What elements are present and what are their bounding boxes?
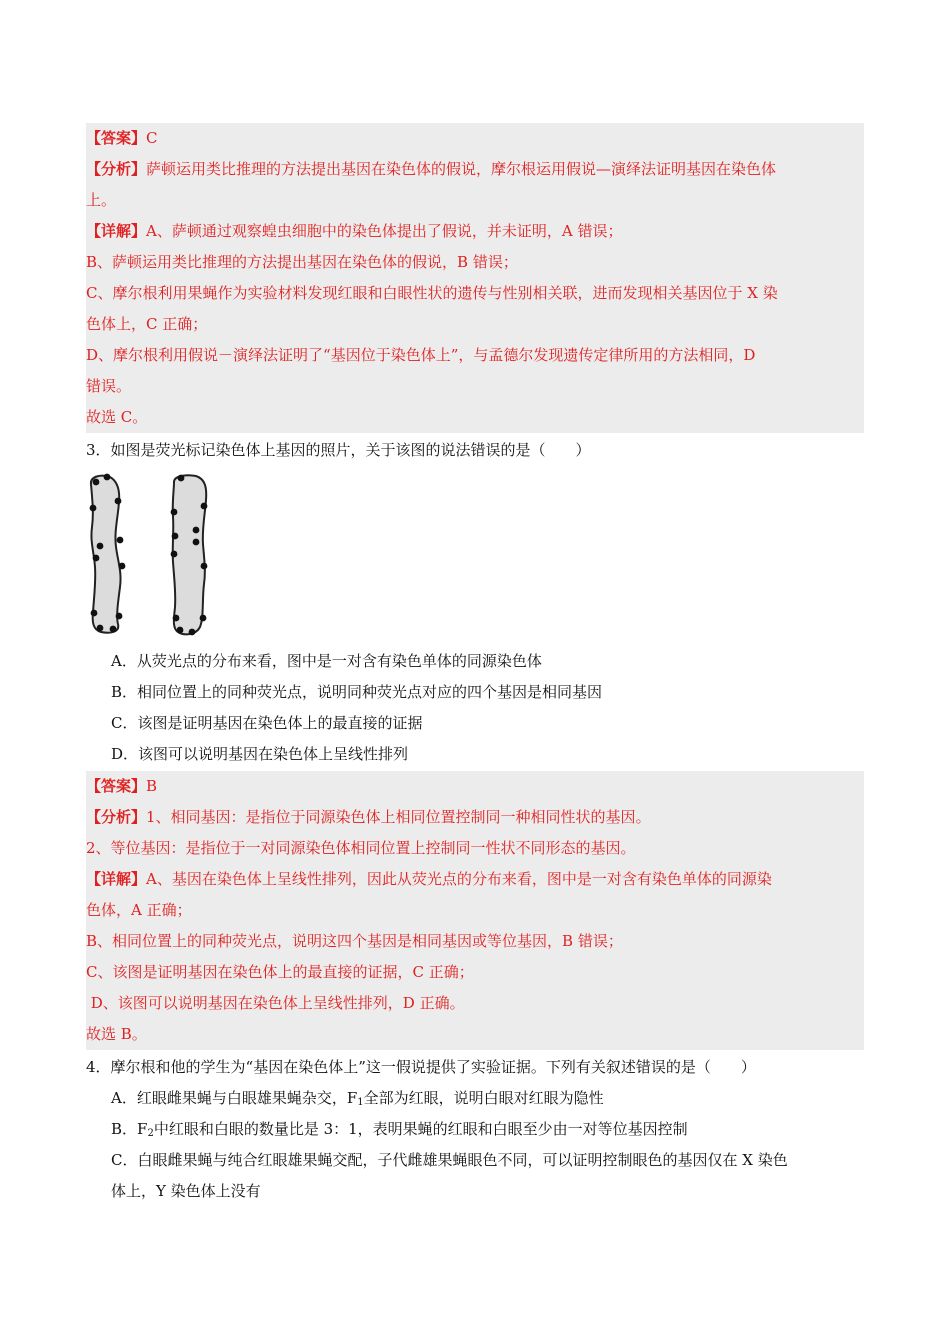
detail-line bbox=[86, 926, 864, 957]
q3-answer-block bbox=[86, 771, 864, 1050]
analysis-line bbox=[86, 833, 864, 864]
fluorescent-dot bbox=[173, 615, 180, 622]
detail-tag: 【详解】 bbox=[86, 222, 147, 240]
chromosome-right bbox=[173, 475, 207, 634]
fluorescent-dot bbox=[171, 551, 178, 558]
q3-question bbox=[86, 435, 864, 466]
fluorescent-dot bbox=[91, 610, 98, 617]
chromosome-pair-figure bbox=[86, 472, 216, 640]
detail-text: C、该图是证明基因在染色体上的最直接的证据，C 正确； bbox=[86, 963, 474, 981]
q2-answer-block bbox=[86, 123, 864, 433]
fluorescent-dot bbox=[93, 479, 100, 486]
answer-tag: 【答案】 bbox=[86, 777, 147, 795]
answer-value: C bbox=[146, 129, 158, 147]
answer-value: B bbox=[146, 777, 158, 795]
answer-tag: 【答案】 bbox=[86, 129, 147, 147]
answer-line bbox=[86, 771, 864, 802]
detail-line bbox=[86, 309, 864, 340]
detail-line bbox=[86, 895, 864, 926]
fluorescent-dot bbox=[116, 613, 123, 620]
detail-line bbox=[86, 247, 864, 278]
fluorescent-dot bbox=[90, 505, 97, 512]
option-b[interactable] bbox=[86, 1114, 864, 1145]
detail-text: B、萨顿运用类比推理的方法提出基因在染色体的假说，B 错误； bbox=[86, 253, 518, 271]
detail-text: 色体上，C 正确； bbox=[86, 315, 208, 333]
fluorescent-dot bbox=[172, 533, 179, 540]
detail-line bbox=[86, 340, 864, 371]
option-text: A．红眼雌果蝇与白眼雄果蝇杂交，F bbox=[111, 1089, 358, 1107]
detail-line bbox=[86, 216, 864, 247]
conclusion-line: 故选 C。 bbox=[86, 408, 148, 426]
option-b[interactable]: B．相同位置上的同种荧光点，说明同种荧光点对应的四个基因是相同基因 bbox=[111, 683, 603, 701]
fluorescent-dot bbox=[110, 626, 117, 633]
detail-text: C、摩尔根利用果蝇作为实验材料发现红眼和白眼性状的遗传与性别相关联，进而发现相关基因位于 X 染 bbox=[86, 284, 778, 302]
option-c-continued: 体上，Y 染色体上没有 bbox=[111, 1182, 261, 1200]
analysis-line bbox=[86, 185, 864, 216]
fluorescent-dot bbox=[178, 475, 185, 482]
analysis-text: 萨顿运用类比推理的方法提出基因在染色体的假说，摩尔根运用假说—演绎法证明基因在染色体 bbox=[146, 160, 777, 178]
analysis-text: 1、相同基因：是指位于同源染色体上相同位置控制同一种相同性状的基因。 bbox=[146, 808, 651, 826]
detail-text: B、相同位置上的同种荧光点，说明这四个基因是相同基因或等位基因，B 错误； bbox=[86, 932, 623, 950]
option-c[interactable]: C．该图是证明基因在染色体上的最直接的证据 bbox=[111, 714, 423, 732]
analysis-line bbox=[86, 802, 864, 833]
fluorescent-dot bbox=[119, 563, 126, 570]
detail-line bbox=[86, 371, 864, 402]
option-c[interactable]: C．白眼雌果蝇与纯合红眼雄果蝇交配，子代雌雄果蝇眼色不同，可以证明控制眼色的基因仅在 X 染色 bbox=[111, 1151, 788, 1169]
detail-line bbox=[86, 988, 864, 1019]
analysis-line bbox=[86, 154, 864, 185]
fluorescent-dot bbox=[115, 498, 122, 505]
detail-text: A、基因在染色体上呈线性排列，因此从荧光点的分布来看，图中是一对含有染色单体的同源染 bbox=[146, 870, 772, 888]
detail-line bbox=[86, 957, 864, 988]
fluorescent-dot bbox=[97, 625, 104, 632]
fluorescent-dot bbox=[193, 539, 200, 546]
detail-line bbox=[86, 278, 864, 309]
analysis-text: 上。 bbox=[86, 191, 117, 209]
analysis-tag: 【分析】 bbox=[86, 808, 147, 826]
answer-line bbox=[86, 123, 864, 154]
detail-text: 色体，A 正确； bbox=[86, 901, 192, 919]
option-a[interactable]: A．从荧光点的分布来看，图中是一对含有染色单体的同源染色体 bbox=[111, 652, 542, 670]
fluorescent-dot bbox=[117, 537, 124, 544]
fluorescent-dot bbox=[201, 503, 208, 510]
detail-text: D、摩尔根利用假说－演绎法证明了“基因位于染色体上”，与孟德尔发现遗传定律所用的方法相同，D bbox=[86, 346, 756, 364]
fluorescent-dot bbox=[97, 543, 104, 550]
question-stem: 4．摩尔根和他的学生为“基因在染色体上”这一假说提供了实验证据。下列有关叙述错误的是（ ） bbox=[86, 1058, 756, 1076]
subscript: 2 bbox=[147, 1128, 154, 1139]
conclusion-line: 故选 B。 bbox=[86, 1025, 147, 1043]
detail-line bbox=[86, 864, 864, 895]
fluorescent-dot bbox=[200, 615, 207, 622]
fluorescent-dot bbox=[193, 527, 200, 534]
option-text: 中红眼和白眼的数量比是 3：1，表明果蝇的红眼和白眼至少由一对等位基因控制 bbox=[153, 1120, 688, 1138]
fluorescent-dot bbox=[93, 555, 100, 562]
q3-options bbox=[86, 646, 864, 770]
option-text: B．F bbox=[111, 1120, 148, 1138]
analysis-text: 2、等位基因：是指位于一对同源染色体相同位置上控制同一性状不同形态的基因。 bbox=[86, 839, 636, 857]
detail-tag: 【详解】 bbox=[86, 870, 147, 888]
fluorescent-dot bbox=[201, 563, 208, 570]
analysis-tag: 【分析】 bbox=[86, 160, 147, 178]
option-a[interactable] bbox=[86, 1083, 864, 1114]
fluorescent-dot bbox=[189, 629, 196, 636]
option-text: 全部为红眼，说明白眼对红眼为隐性 bbox=[363, 1089, 604, 1107]
question-stem: 3．如图是荧光标记染色体上基因的照片，关于该图的说法错误的是（ ） bbox=[86, 441, 591, 459]
detail-text: A、萨顿通过观察蝗虫细胞中的染色体提出了假说，并未证明，A 错误； bbox=[146, 222, 623, 240]
option-d[interactable]: D．该图可以说明基因在染色体上呈线性排列 bbox=[111, 745, 409, 763]
detail-text: D、该图可以说明基因在染色体上呈线性排列，D 正确。 bbox=[86, 994, 465, 1012]
fluorescent-dot bbox=[104, 474, 111, 481]
fluorescent-dot bbox=[171, 509, 178, 516]
fluorescent-dot bbox=[177, 627, 184, 634]
q4-question bbox=[86, 1052, 864, 1207]
subscript: 1 bbox=[357, 1097, 364, 1108]
detail-text: 错误。 bbox=[86, 377, 132, 395]
